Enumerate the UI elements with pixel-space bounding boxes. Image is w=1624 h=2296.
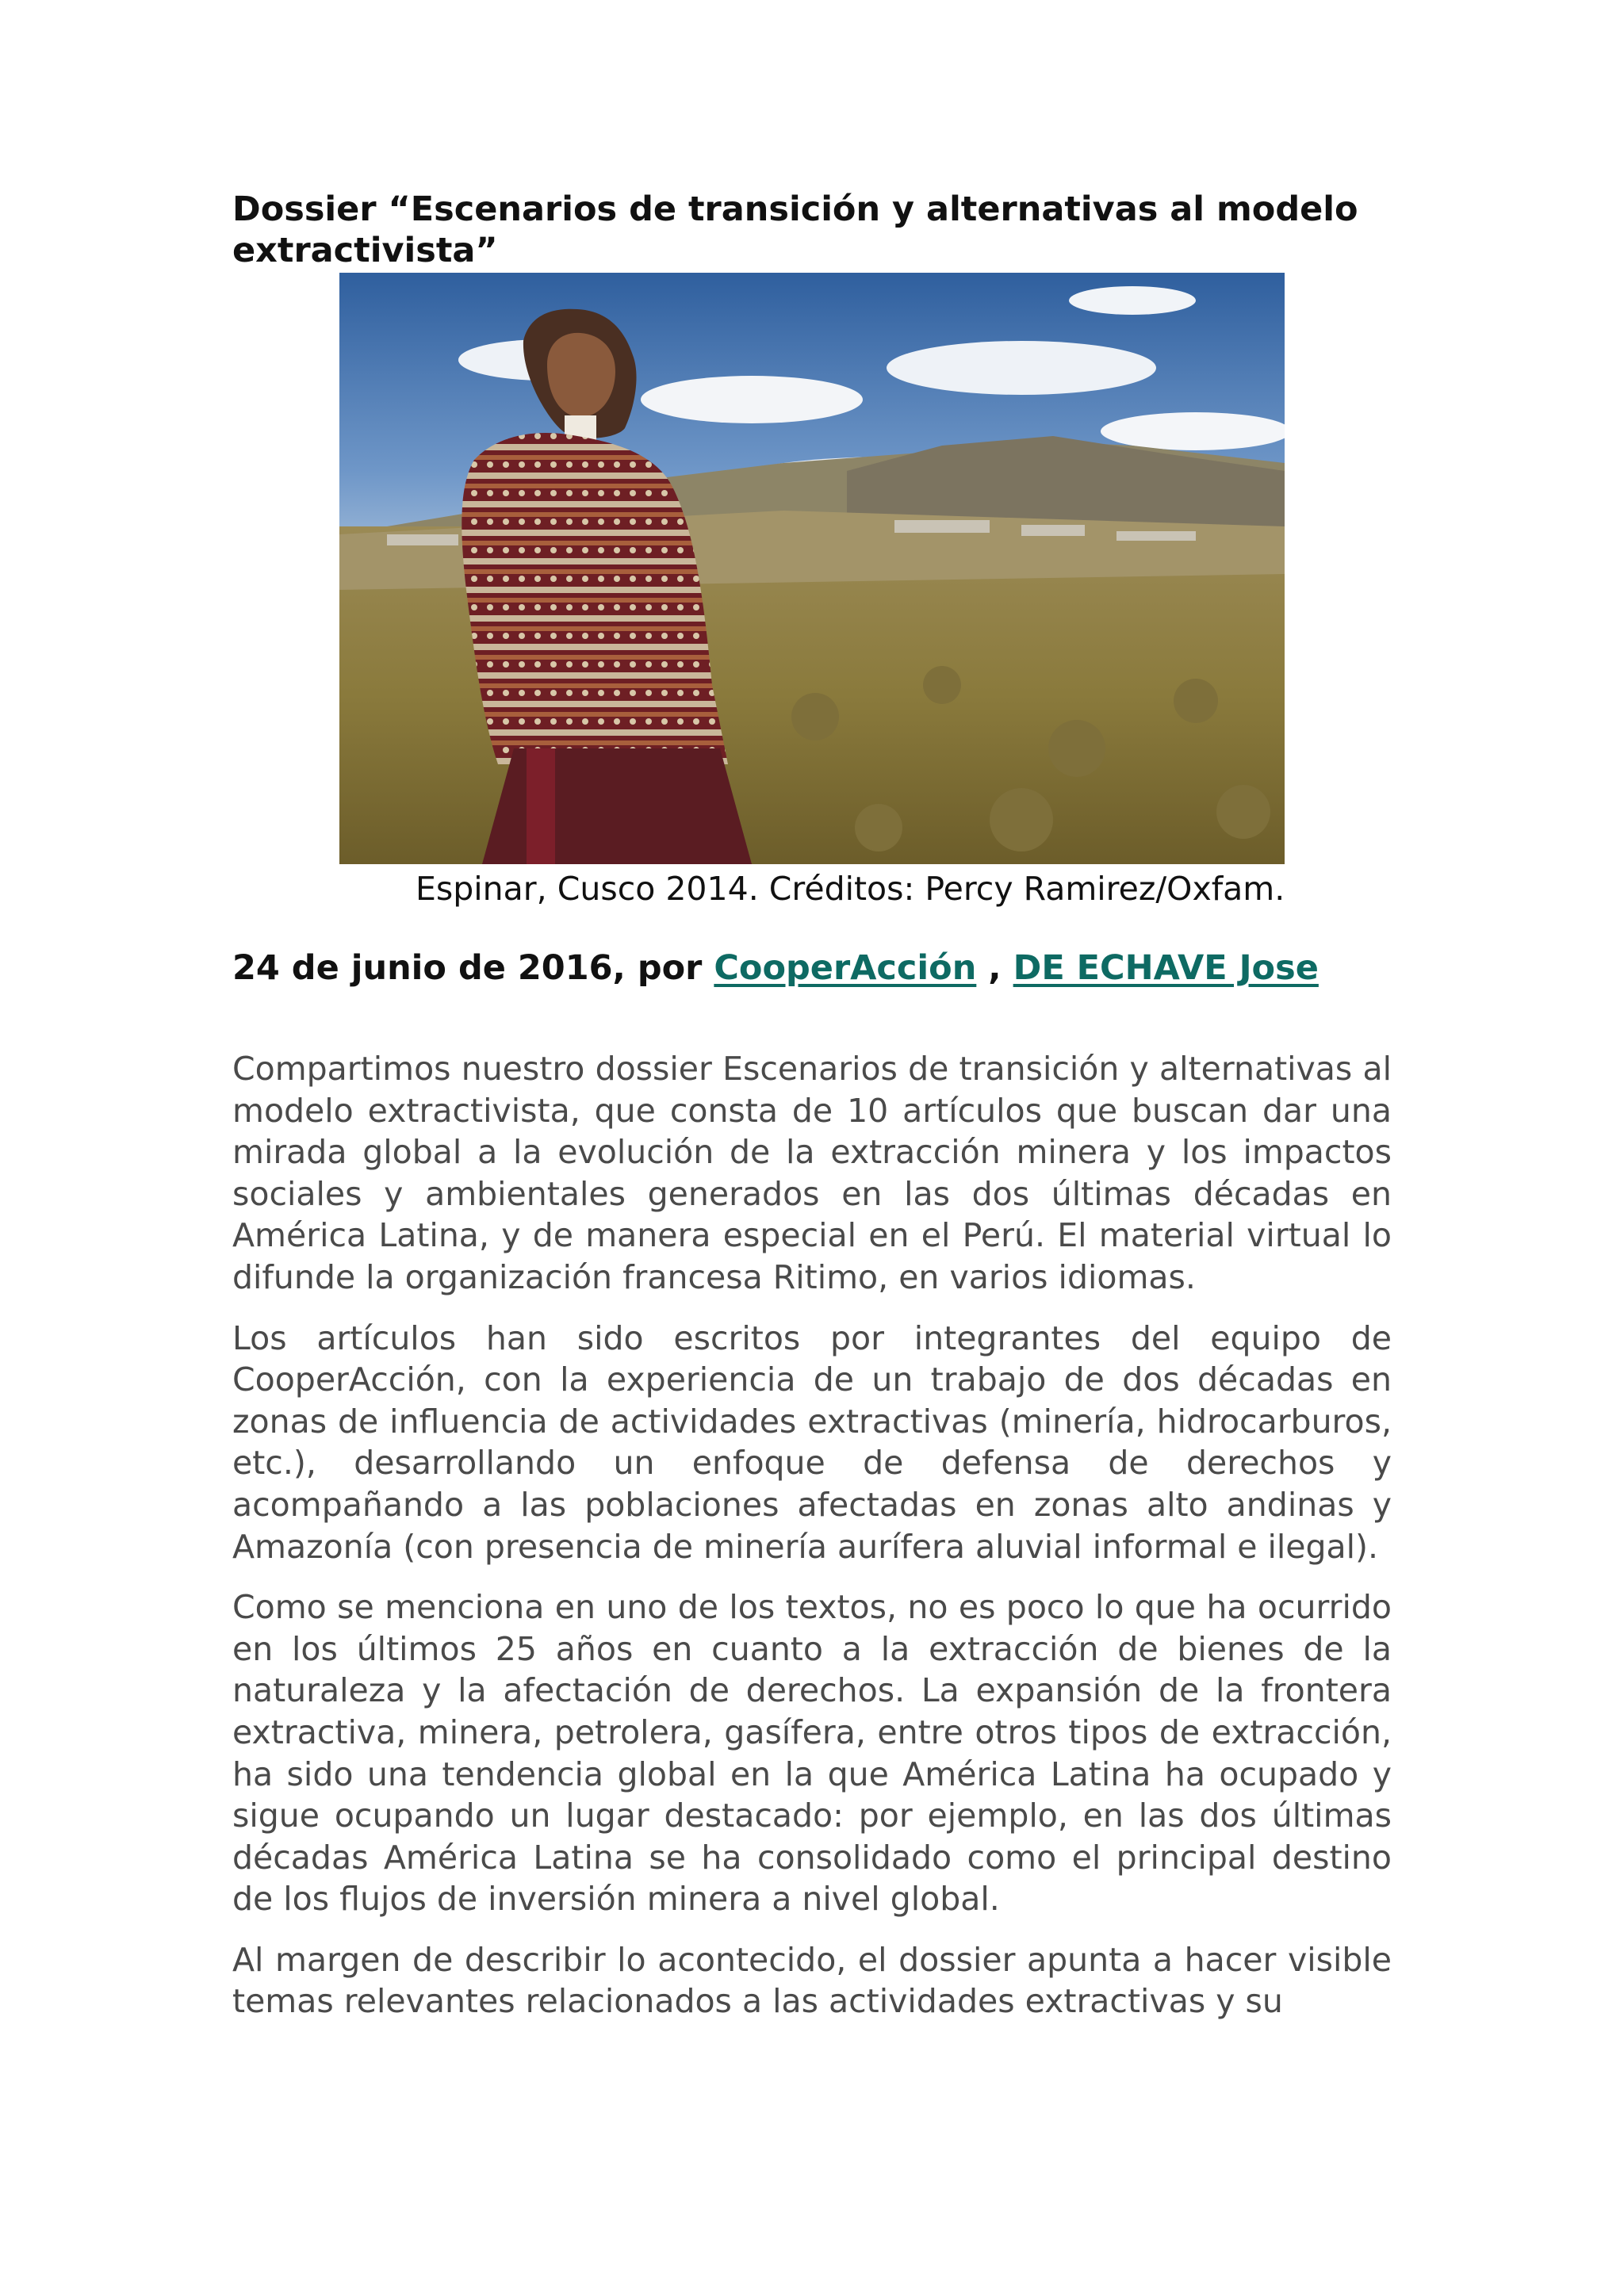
byline-separator: , <box>988 948 1002 988</box>
article-photo <box>339 273 1285 864</box>
paragraph: Los artículos han sido escritos por integrantes del equipo de CooperAcción, con la experiencia de un trabajo de dos décadas en zonas de influencia de actividades extractivas (minería, hidrocarburos, etc.), desarrollando un enfoque de defensa de derechos y acompañando a las poblaciones afectadas en zonas alto andinas y Amazonía (con presencia de minería aurífera aluvial informal e ilegal). <box>232 1318 1392 1566</box>
author-link-de-echave[interactable]: DE ECHAVE Jose <box>1013 948 1319 988</box>
paragraph: Al margen de describir lo acontecido, el dossier apunta a hacer visible temas relevantes relacionados a las actividades extractivas y su <box>232 1940 1392 2021</box>
paragraph: Compartimos nuestro dossier Escenarios de transición y alternativas al modelo extractivista, que consta de 10 artículos que buscan dar una mirada global a la evolución de la extracción minera y los impactos sociales y ambientales generados en las dos últimas décadas en América Latina, y de manera especial en el Perú. El material virtual lo difunde la organización francesa Ritimo, en varios idiomas. <box>232 1050 1392 1296</box>
byline <box>232 946 1319 990</box>
photo-caption: Espinar, Cusco 2014. Créditos: Percy Ramirez/Oxfam. <box>416 870 1285 908</box>
paragraph: Como se menciona en uno de los textos, no es poco lo que ha ocurrido en los últimos 25 años en cuanto a la extracción de bienes de la naturaleza y la afectación de derechos. La expansión de la frontera extractiva, minera, petrolera, gasífera, entre otros tipos de extracción, ha sido una tendencia global en la que América Latina ha ocupado y sigue ocupando un lugar destacado: por ejemplo, en las dos últimas décadas América Latina se ha consolidado como el principal destino de los flujos de inversión minera a nivel global. <box>232 1588 1392 1919</box>
author-link-cooperaccion[interactable]: CooperAcción <box>714 948 977 988</box>
page-title: Dossier “Escenarios de transición y alternativas al modelo extractivista” <box>232 189 1358 270</box>
publish-date: 24 de junio de 2016, por <box>232 948 703 988</box>
article-body <box>232 1048 1392 2042</box>
